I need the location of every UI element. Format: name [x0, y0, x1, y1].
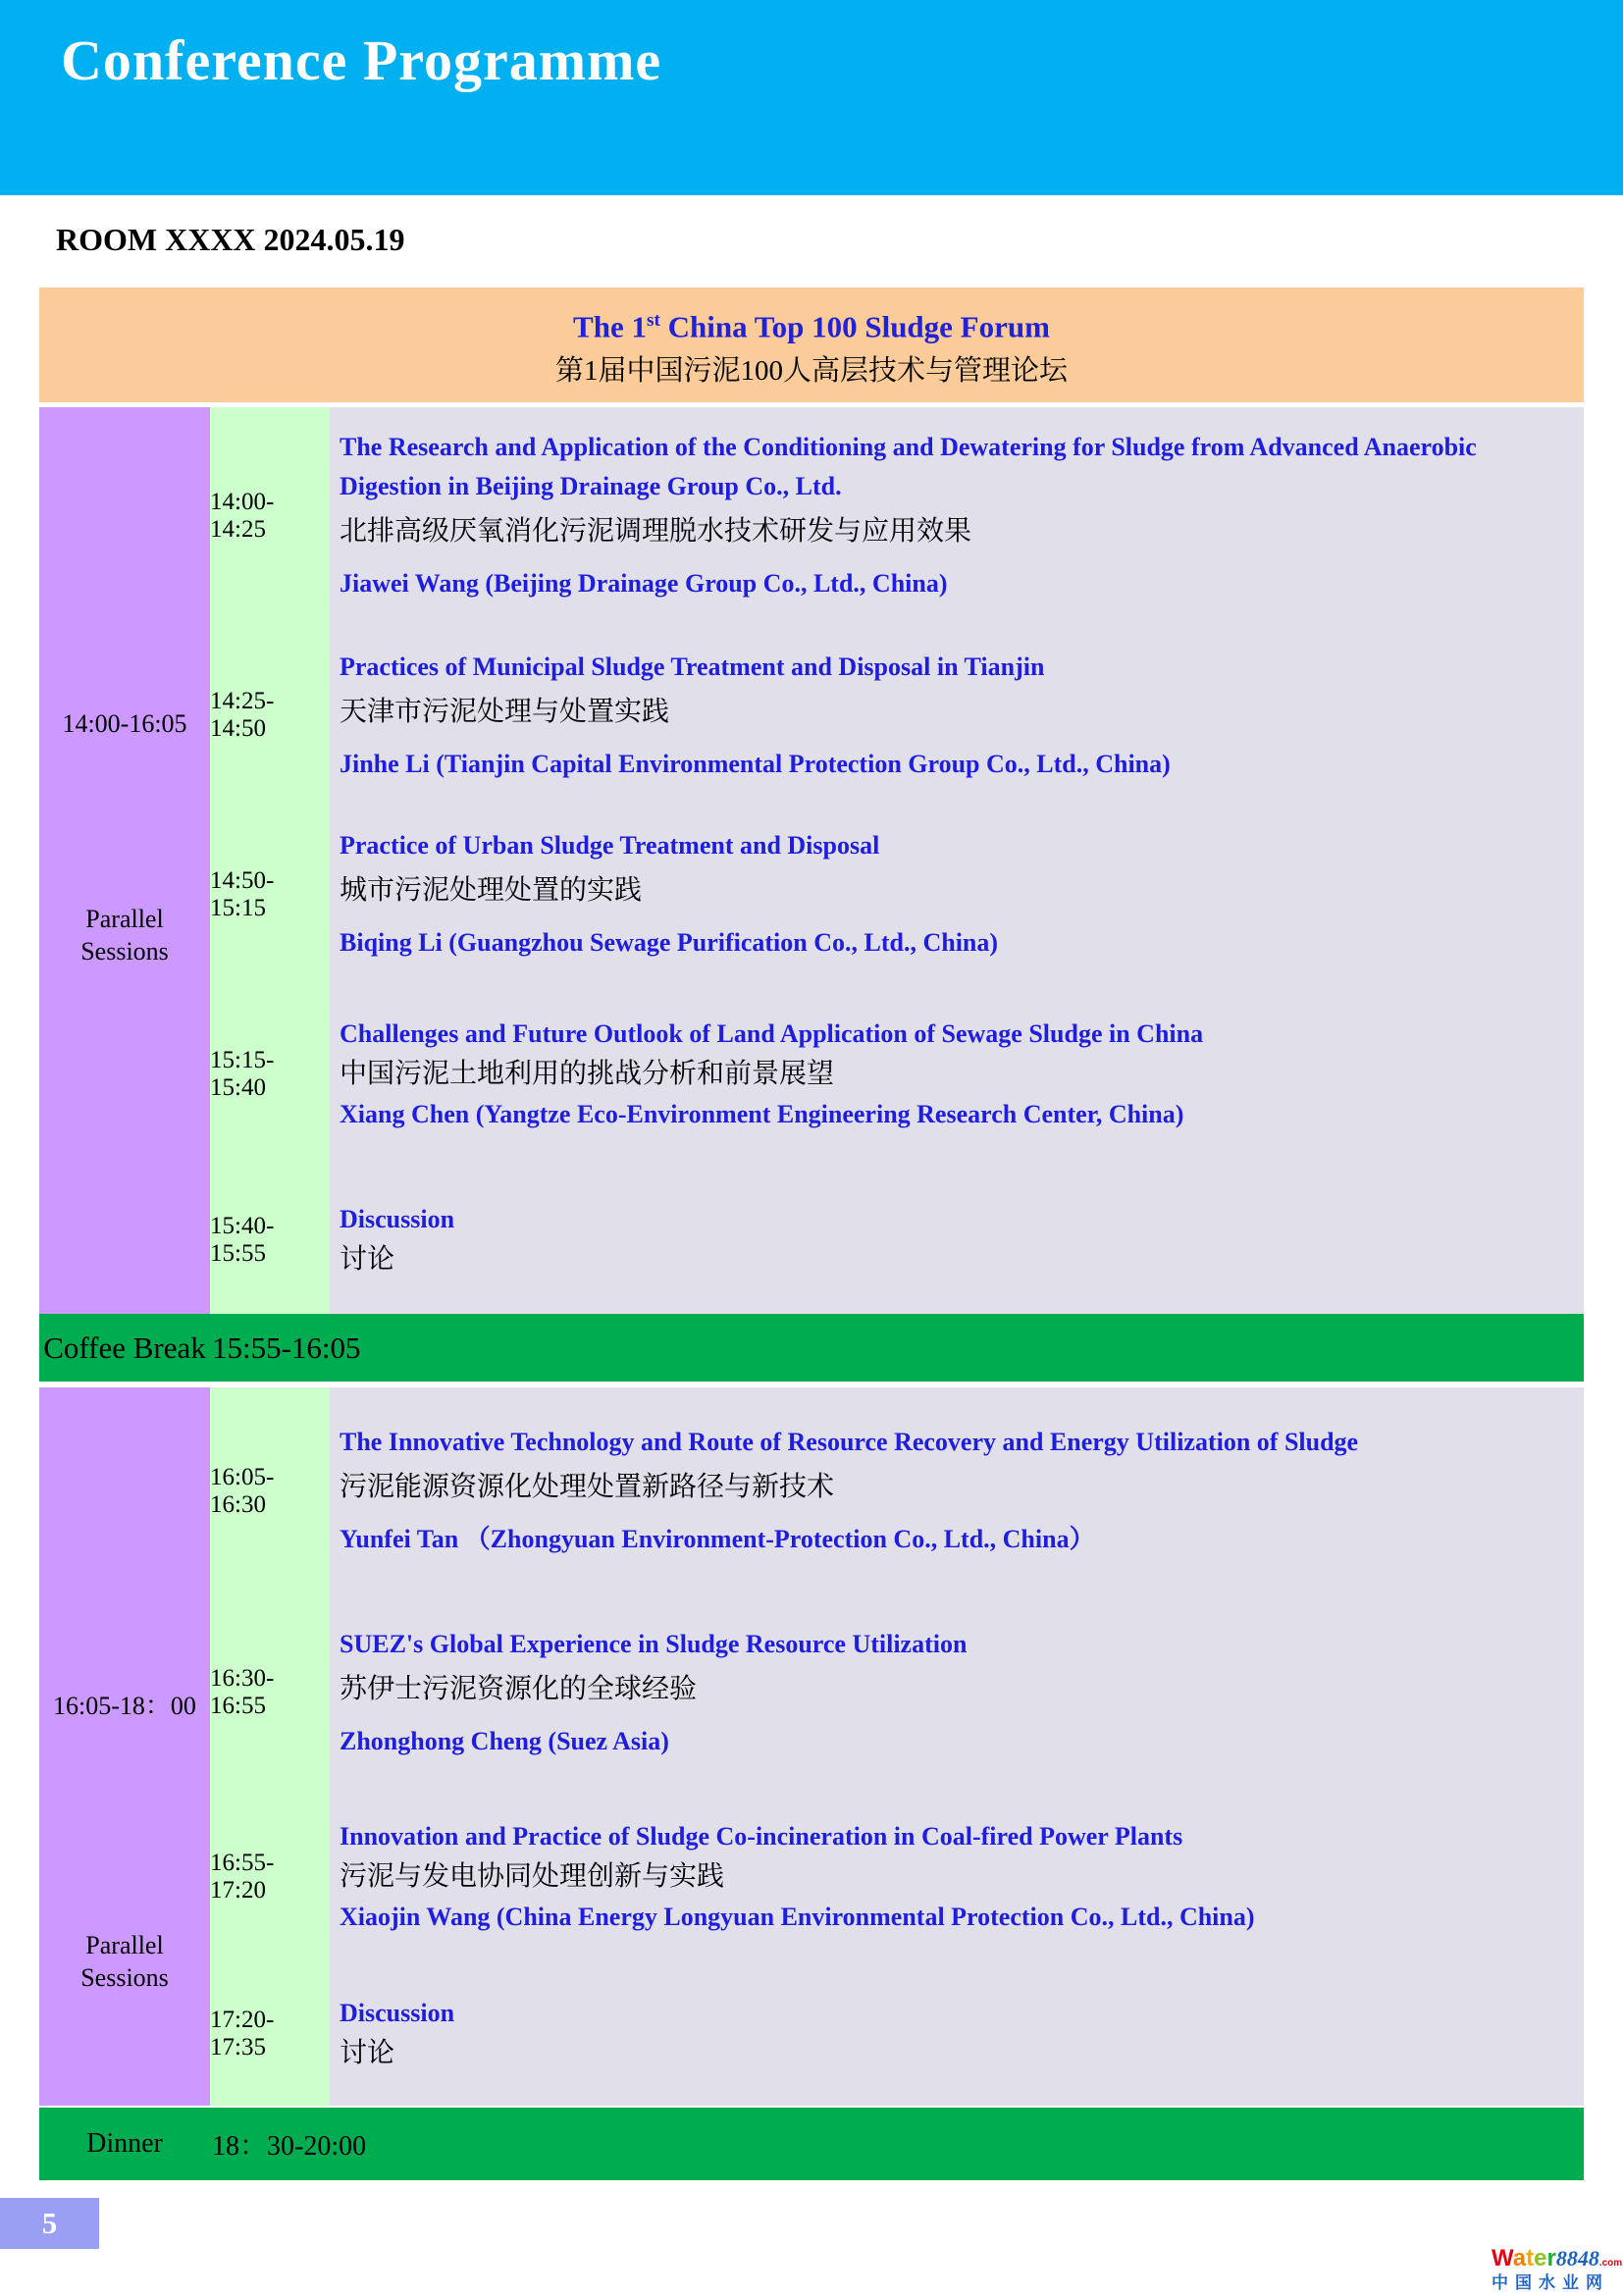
logo-number: 8848: [1555, 2246, 1599, 2270]
session-block-2: [39, 1387, 1584, 2106]
session-time: 14:50-15:15: [210, 807, 330, 982]
session-title: Practices of Municipal Sludge Treatment and Disposal in Tianjin: [340, 652, 1045, 681]
session-row: [330, 982, 1584, 1166]
session-title-cn: 污泥能源资源化处理处置新路径与新技术: [340, 1472, 835, 1502]
session-time: 17:20-17:35: [210, 1962, 330, 2106]
logo-letter: a: [1512, 2245, 1527, 2271]
block2-left-column: [39, 1387, 210, 2106]
dinner-label: Dinner: [86, 2128, 163, 2159]
session-title-cn: 污泥与发电协同处理创新与实践: [340, 1860, 725, 1892]
logo-wordmark: [1492, 2247, 1623, 2270]
session-title: Practice of Urban Sludge Treatment and Disposal: [340, 831, 880, 860]
page-title: Conference Programme: [61, 28, 662, 92]
session-title-cn: 中国污泥土地利用的挑战分析和前景展望: [340, 1058, 835, 1089]
coffee-break-row: [39, 1314, 1584, 1382]
session-speaker: Jinhe Li (Tianjin Capital Environmental Protection Group Co., Ltd., China): [340, 749, 1171, 778]
session-title: The Research and Application of the Conditioning and Dewatering for Sludge from Advanced Anaerobic Digestion in Beijing Drainage Group Co., Ltd.: [340, 433, 1477, 500]
water8848-logo: [1492, 2247, 1623, 2291]
block-label-line2: Sessions: [80, 1963, 169, 1992]
coffee-break-label: Coffee Break: [43, 1330, 206, 1365]
session-speaker: Yunfei Tan （Zhongyuan Environment-Protection Co., Ltd., China）: [340, 1525, 1095, 1553]
session-title: Discussion: [340, 1204, 455, 1233]
room-date: ROOM XXXX 2024.05.19: [56, 222, 405, 257]
logo-letter: t: [1526, 2245, 1535, 2271]
block1-left-column: [39, 407, 210, 1314]
block-time-range: 16:05-18：00: [53, 1692, 196, 1720]
forum-title-prefix: The 1: [573, 309, 647, 344]
session-time: 16:55-17:20: [210, 1791, 330, 1962]
forum-title: [39, 299, 1584, 348]
block-label-line2: Sessions: [80, 937, 169, 965]
session-title-cn: 讨论: [340, 2038, 395, 2068]
session-title-cn: 北排高级厌氧消化污泥调理脱水技术研发与应用效果: [340, 516, 972, 547]
forum-title-suffix: China Top 100 Sludge Forum: [659, 309, 1050, 344]
session-time: 15:40-15:55: [210, 1166, 330, 1314]
session-row: [330, 807, 1584, 982]
session-row: [330, 1791, 1584, 1962]
session-title: The Innovative Technology and Route of Resource Recovery and Energy Utilization of Sludge: [340, 1428, 1359, 1456]
session-row: [330, 624, 1584, 807]
session-speaker: Xiaojin Wang (China Energy Longyuan Environmental Protection Co., Ltd., China): [340, 1902, 1255, 1931]
session-speaker: Xiang Chen (Yangtze Eco-Environment Engineering Research Center, China): [340, 1099, 1184, 1128]
logo-cn-name: 中国水业网: [1492, 2273, 1609, 2292]
session-title: Challenges and Future Outlook of Land Application of Sewage Sludge in China: [340, 1018, 1204, 1048]
schedule-table: [39, 287, 1584, 2180]
page-number: 5: [41, 2206, 58, 2240]
block-label-line1: Parallel: [85, 905, 164, 933]
session-title: Innovation and Practice of Sludge Co-incineration in Coal-fired Power Plants: [340, 1821, 1183, 1851]
logo-dotcom: .com: [1598, 2258, 1623, 2269]
session-row: [330, 1166, 1584, 1314]
session-block-1: [39, 407, 1584, 1314]
session-title: Discussion: [340, 1999, 455, 2027]
block-label: [39, 903, 210, 967]
session-speaker: Jiawei Wang (Beijing Drainage Group Co., Ltd., China): [340, 569, 948, 598]
block-label: [39, 1929, 210, 1994]
session-title-cn: 天津市污泥处理与处置实践: [340, 696, 670, 727]
logo-letter: W: [1492, 2245, 1513, 2271]
forum-title-superscript: st: [646, 310, 660, 331]
header-banner: [0, 0, 1623, 195]
session-time: 14:25-14:50: [210, 624, 330, 807]
session-row: [330, 1962, 1584, 2106]
block-time-range: 14:00-16:05: [62, 709, 187, 738]
session-title-cn: 讨论: [340, 1243, 395, 1275]
forum-header: [39, 287, 1584, 402]
page-number-badge: [0, 2198, 99, 2249]
session-speaker: Zhonghong Cheng (Suez Asia): [340, 1726, 669, 1755]
session-title: SUEZ's Global Experience in Sludge Resource Utilization: [340, 1629, 968, 1658]
session-time: 16:05-16:30: [210, 1387, 330, 1594]
coffee-break-time: 15:55-16:05: [212, 1330, 361, 1365]
session-row: [330, 1387, 1584, 1594]
session-time: 15:15-15:40: [210, 982, 330, 1166]
block-label-line1: Parallel: [85, 1931, 164, 1959]
forum-subtitle-cn: 第1届中国污泥100人高层技术与管理论坛: [554, 355, 1068, 388]
dinner-row: [39, 2108, 1584, 2180]
logo-letter: e: [1534, 2245, 1547, 2271]
session-speaker: Biqing Li (Guangzhou Sewage Purification Co., Ltd., China): [340, 928, 999, 957]
logo-letter: r: [1546, 2245, 1556, 2271]
session-row: [330, 1594, 1584, 1791]
session-title-cn: 城市污泥处理处置的实践: [340, 875, 643, 906]
dinner-time: 18：30-20:00: [212, 2131, 367, 2162]
session-title-cn: 苏伊士污泥资源化的全球经验: [340, 1673, 698, 1704]
session-row: [330, 407, 1584, 624]
session-time: 14:00-14:25: [210, 407, 330, 624]
session-time: 16:30-16:55: [210, 1594, 330, 1791]
